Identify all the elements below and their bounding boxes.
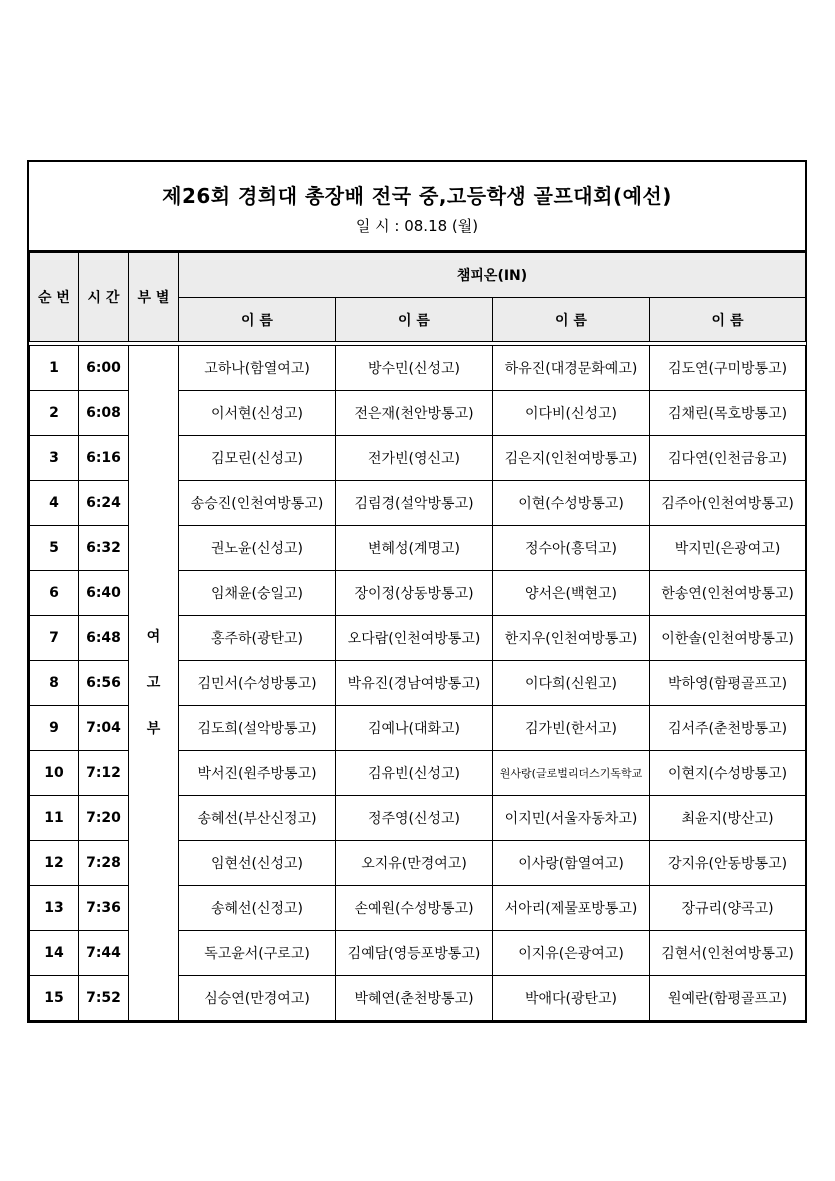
player-name: 변혜성(계명고) [336, 526, 493, 571]
player-name: 박서진(원주방통고) [179, 751, 336, 796]
order-number: 1 [30, 346, 79, 391]
player-name: 장규리(양곡고) [650, 886, 806, 931]
player-name: 손예원(수성방통고) [336, 886, 493, 931]
player-name: 김림경(설악방통고) [336, 481, 493, 526]
player-name: 홍주하(광탄고) [179, 616, 336, 661]
player-name: 박하영(함평골프고) [650, 661, 806, 706]
player-name: 정주영(신성고) [336, 796, 493, 841]
header-name-3: 이 름 [493, 298, 650, 342]
player-name: 송승진(인천여방통고) [179, 481, 336, 526]
tee-time: 7:36 [79, 886, 129, 931]
player-name: 원예란(함평골프고) [650, 976, 806, 1021]
order-number: 2 [30, 391, 79, 436]
header-name-2: 이 름 [336, 298, 493, 342]
player-name: 김예담(영등포방통고) [336, 931, 493, 976]
player-name: 서아리(제물포방통고) [493, 886, 650, 931]
player-name: 이지민(서울자동차고) [493, 796, 650, 841]
player-name: 한지우(인천여방통고) [493, 616, 650, 661]
tee-time: 6:08 [79, 391, 129, 436]
player-name: 오다람(인천여방통고) [336, 616, 493, 661]
order-number: 11 [30, 796, 79, 841]
pairing-rows [30, 342, 806, 1021]
order-number: 6 [30, 571, 79, 616]
player-name: 박애다(광탄고) [493, 976, 650, 1021]
page-title: 제26회 경희대 총장배 전국 중,고등학생 골프대회(예선) [162, 184, 672, 208]
order-number: 14 [30, 931, 79, 976]
player-name: 이지유(은광여고) [493, 931, 650, 976]
division-char: 고 [146, 675, 161, 691]
division-cell [129, 346, 179, 1021]
player-name: 김주아(인천여방통고) [650, 481, 806, 526]
title-box [29, 162, 805, 252]
player-name: 이현지(수성방통고) [650, 751, 806, 796]
player-name: 방수민(신성고) [336, 346, 493, 391]
player-name: 이사랑(함열여고) [493, 841, 650, 886]
tee-time: 6:48 [79, 616, 129, 661]
player-name: 정수아(흥덕고) [493, 526, 650, 571]
player-name: 김민서(수성방통고) [179, 661, 336, 706]
player-name: 이다희(신원고) [493, 661, 650, 706]
player-name: 강지유(안동방통고) [650, 841, 806, 886]
player-name: 김도희(설악방통고) [179, 706, 336, 751]
tee-time: 7:04 [79, 706, 129, 751]
header-division: 부 별 [129, 253, 179, 342]
header-order: 순 번 [30, 253, 79, 342]
tee-time-sheet [27, 160, 807, 1023]
tee-time: 7:20 [79, 796, 129, 841]
player-name: 이한솔(인천여방통고) [650, 616, 806, 661]
player-name: 김현서(인천여방통고) [650, 931, 806, 976]
player-name: 양서은(백현고) [493, 571, 650, 616]
player-name: 박혜연(춘천방통고) [336, 976, 493, 1021]
order-number: 12 [30, 841, 79, 886]
order-number: 15 [30, 976, 79, 1021]
player-name: 전은재(천안방통고) [336, 391, 493, 436]
table-row [30, 346, 806, 391]
tee-time: 7:44 [79, 931, 129, 976]
header-name-1: 이 름 [179, 298, 336, 342]
order-number: 13 [30, 886, 79, 931]
player-name: 오지유(만경여고) [336, 841, 493, 886]
tee-time: 7:52 [79, 976, 129, 1021]
player-name: 박지민(은광여고) [650, 526, 806, 571]
player-name: 최윤지(방산고) [650, 796, 806, 841]
header-course: 챔피온(IN) [179, 253, 806, 298]
header-name-4: 이 름 [650, 298, 806, 342]
player-name: 송혜선(부산신정고) [179, 796, 336, 841]
order-number: 10 [30, 751, 79, 796]
player-name: 이현(수성방통고) [493, 481, 650, 526]
tee-time: 6:40 [79, 571, 129, 616]
tee-time: 6:24 [79, 481, 129, 526]
order-number: 9 [30, 706, 79, 751]
order-number: 8 [30, 661, 79, 706]
order-number: 4 [30, 481, 79, 526]
player-name: 김예나(대화고) [336, 706, 493, 751]
player-name: 김은지(인천여방통고) [493, 436, 650, 481]
division-char: 부 [146, 721, 161, 737]
player-name: 김서주(춘천방통고) [650, 706, 806, 751]
player-name: 이다비(신성고) [493, 391, 650, 436]
player-name: 임현선(신성고) [179, 841, 336, 886]
player-name: 이서현(신성고) [179, 391, 336, 436]
order-number: 5 [30, 526, 79, 571]
player-name: 원사랑(글로벌리더스기독학교 [493, 751, 650, 796]
header-time: 시 간 [79, 253, 129, 342]
player-name: 독고윤서(구로고) [179, 931, 336, 976]
tee-time: 6:16 [79, 436, 129, 481]
date-line: 일 시 : 08.18 (월) [355, 217, 479, 235]
player-name: 임채윤(숭일고) [179, 571, 336, 616]
division-char: 여 [146, 629, 161, 645]
tee-time: 6:56 [79, 661, 129, 706]
order-number: 7 [30, 616, 79, 661]
player-name: 김다연(인천금융고) [650, 436, 806, 481]
player-name: 김도연(구미방통고) [650, 346, 806, 391]
player-name: 송혜선(신정고) [179, 886, 336, 931]
player-name: 김가빈(한서고) [493, 706, 650, 751]
player-name: 박유진(경남여방통고) [336, 661, 493, 706]
tee-time: 7:12 [79, 751, 129, 796]
player-name: 장이정(상동방통고) [336, 571, 493, 616]
player-name: 김채린(목호방통고) [650, 391, 806, 436]
order-number: 3 [30, 436, 79, 481]
player-name: 하유진(대경문화예고) [493, 346, 650, 391]
player-name: 전가빈(영신고) [336, 436, 493, 481]
player-name: 김모린(신성고) [179, 436, 336, 481]
pairing-table [29, 252, 806, 1021]
tee-time: 6:32 [79, 526, 129, 571]
player-name: 심승연(만경여고) [179, 976, 336, 1021]
tee-time: 6:00 [79, 346, 129, 391]
player-name: 김유빈(신성고) [336, 751, 493, 796]
player-name: 권노윤(신성고) [179, 526, 336, 571]
player-name: 고하나(함열여고) [179, 346, 336, 391]
player-name: 한송연(인천여방통고) [650, 571, 806, 616]
tee-time: 7:28 [79, 841, 129, 886]
